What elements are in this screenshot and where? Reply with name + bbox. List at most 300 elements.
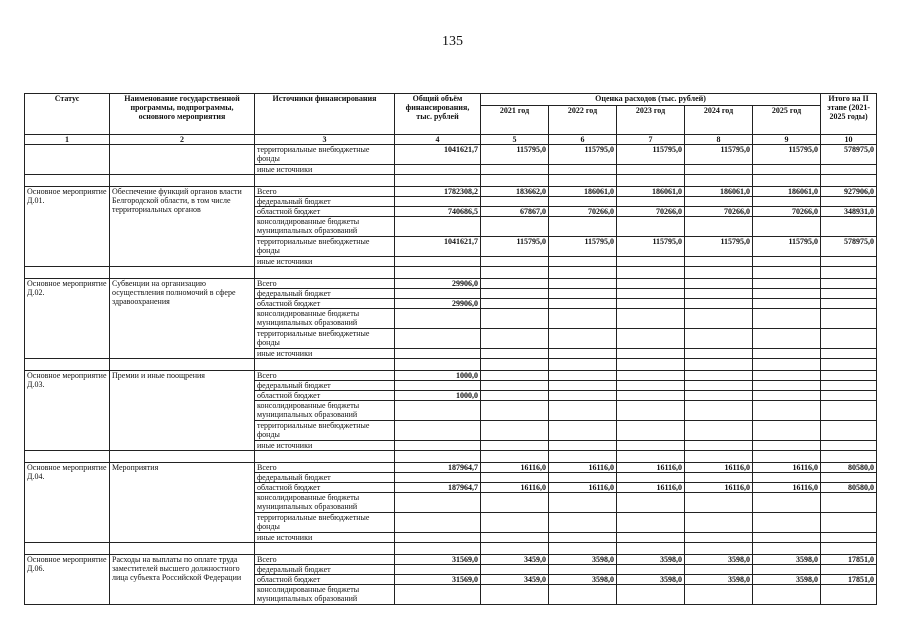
source-cell: Всего	[255, 187, 395, 197]
column-number: 7	[617, 135, 685, 145]
value-cell	[617, 441, 685, 451]
value-cell: 115795,0	[685, 237, 753, 257]
value-cell: 1000,0	[395, 391, 481, 401]
value-cell	[395, 257, 481, 267]
spacer-cell	[110, 267, 255, 279]
value-cell	[549, 533, 617, 543]
value-cell	[753, 513, 821, 533]
source-cell: консолидированные бюджеты муниципальных образований	[255, 217, 395, 237]
value-cell	[821, 585, 877, 605]
value-cell	[753, 533, 821, 543]
spacer-cell	[685, 543, 753, 555]
value-cell: 186061,0	[617, 187, 685, 197]
value-cell	[685, 585, 753, 605]
value-cell	[481, 329, 549, 349]
value-cell	[549, 217, 617, 237]
value-cell	[395, 197, 481, 207]
value-cell	[617, 533, 685, 543]
value-cell: 70266,0	[685, 207, 753, 217]
value-cell: 578975,0	[821, 237, 877, 257]
value-cell	[395, 473, 481, 483]
spacer-cell	[481, 175, 549, 187]
value-cell	[821, 441, 877, 451]
table-row	[25, 555, 877, 565]
spacer-cell	[549, 543, 617, 555]
status-cell: Основное мероприятие Д.02.	[25, 279, 110, 359]
value-cell	[549, 279, 617, 289]
value-cell	[549, 289, 617, 299]
value-cell: 29906,0	[395, 299, 481, 309]
spacer-cell	[395, 267, 481, 279]
value-cell	[685, 473, 753, 483]
spacer-cell	[549, 267, 617, 279]
value-cell	[617, 513, 685, 533]
value-cell	[821, 257, 877, 267]
value-cell	[617, 349, 685, 359]
value-cell: 115795,0	[617, 237, 685, 257]
spacer-cell	[685, 359, 753, 371]
value-cell	[617, 257, 685, 267]
value-cell	[753, 421, 821, 441]
source-cell: федеральный бюджет	[255, 473, 395, 483]
value-cell: 80580,0	[821, 463, 877, 473]
header-status: Статус	[25, 94, 110, 135]
spacer-cell	[255, 267, 395, 279]
value-cell	[481, 513, 549, 533]
spacer-cell	[617, 543, 685, 555]
value-cell	[395, 565, 481, 575]
value-cell: 16116,0	[549, 483, 617, 493]
value-cell: 115795,0	[481, 145, 549, 165]
value-cell	[821, 513, 877, 533]
value-cell	[685, 565, 753, 575]
value-cell: 1041621,7	[395, 145, 481, 165]
spacer-cell	[549, 175, 617, 187]
value-cell: 115795,0	[549, 145, 617, 165]
group-spacer-row	[25, 175, 877, 187]
value-cell	[549, 401, 617, 421]
column-number: 2	[110, 135, 255, 145]
value-cell	[617, 371, 685, 381]
spacer-cell	[685, 451, 753, 463]
value-cell	[549, 299, 617, 309]
value-cell	[821, 197, 877, 207]
name-cell: Субвенции на организацию осуществления полномочий в сфере здравоохранения	[110, 279, 255, 359]
budget-table	[24, 93, 877, 605]
value-cell	[753, 329, 821, 349]
table-row	[25, 279, 877, 289]
value-cell: 3459,0	[481, 575, 549, 585]
value-cell	[481, 493, 549, 513]
spacer-cell	[255, 359, 395, 371]
value-cell	[549, 329, 617, 349]
value-cell	[685, 279, 753, 289]
value-cell: 1041621,7	[395, 237, 481, 257]
value-cell	[481, 565, 549, 575]
spacer-cell	[753, 451, 821, 463]
value-cell	[481, 381, 549, 391]
value-cell: 67867,0	[481, 207, 549, 217]
value-cell	[821, 309, 877, 329]
value-cell	[821, 533, 877, 543]
value-cell	[395, 401, 481, 421]
value-cell	[481, 533, 549, 543]
column-number: 8	[685, 135, 753, 145]
value-cell	[685, 289, 753, 299]
value-cell: 115795,0	[481, 237, 549, 257]
value-cell	[685, 493, 753, 513]
value-cell	[753, 197, 821, 207]
source-cell: областной бюджет	[255, 483, 395, 493]
value-cell	[753, 279, 821, 289]
value-cell	[753, 299, 821, 309]
source-cell: областной бюджет	[255, 391, 395, 401]
source-cell: территориальные внебюджетные фонды	[255, 237, 395, 257]
value-cell	[617, 165, 685, 175]
value-cell	[549, 197, 617, 207]
value-cell	[549, 441, 617, 451]
value-cell	[753, 309, 821, 329]
value-cell: 578975,0	[821, 145, 877, 165]
spacer-cell	[25, 359, 110, 371]
value-cell	[617, 381, 685, 391]
value-cell	[395, 585, 481, 605]
value-cell: 16116,0	[481, 463, 549, 473]
value-cell	[617, 329, 685, 349]
value-cell: 16116,0	[685, 463, 753, 473]
spacer-cell	[753, 175, 821, 187]
spacer-cell	[685, 267, 753, 279]
value-cell: 115795,0	[753, 145, 821, 165]
spacer-cell	[110, 451, 255, 463]
source-cell: федеральный бюджет	[255, 381, 395, 391]
name-cell: Расходы на выплаты по оплате труда заместителей высшего должностного лица субъекта Российской Федерации	[110, 555, 255, 605]
value-cell	[481, 441, 549, 451]
source-cell: консолидированные бюджеты муниципальных образований	[255, 585, 395, 605]
value-cell	[549, 309, 617, 329]
group-spacer-row	[25, 359, 877, 371]
spacer-cell	[25, 267, 110, 279]
value-cell	[685, 421, 753, 441]
spacer-cell	[549, 451, 617, 463]
spacer-cell	[481, 267, 549, 279]
value-cell	[685, 217, 753, 237]
value-cell	[753, 391, 821, 401]
group-spacer-row	[25, 451, 877, 463]
value-cell	[549, 421, 617, 441]
value-cell: 17851,0	[821, 575, 877, 585]
value-cell	[617, 585, 685, 605]
value-cell	[395, 493, 481, 513]
value-cell	[617, 279, 685, 289]
value-cell	[617, 493, 685, 513]
value-cell: 70266,0	[753, 207, 821, 217]
value-cell	[753, 217, 821, 237]
spacer-cell	[821, 543, 877, 555]
value-cell	[685, 309, 753, 329]
value-cell	[617, 309, 685, 329]
value-cell: 1782308,2	[395, 187, 481, 197]
spacer-cell	[481, 451, 549, 463]
table-row	[25, 145, 877, 165]
value-cell	[481, 279, 549, 289]
value-cell: 16116,0	[549, 463, 617, 473]
value-cell	[481, 299, 549, 309]
value-cell	[753, 289, 821, 299]
source-cell: территориальные внебюджетные фонды	[255, 329, 395, 349]
value-cell	[685, 401, 753, 421]
value-cell	[395, 513, 481, 533]
spacer-cell	[617, 451, 685, 463]
value-cell	[753, 473, 821, 483]
header-2024: 2024 год	[685, 106, 753, 135]
value-cell	[617, 473, 685, 483]
value-cell: 17851,0	[821, 555, 877, 565]
source-cell: иные источники	[255, 349, 395, 359]
value-cell: 348931,0	[821, 207, 877, 217]
source-cell: консолидированные бюджеты муниципальных образований	[255, 493, 395, 513]
value-cell	[617, 391, 685, 401]
value-cell: 80580,0	[821, 483, 877, 493]
value-cell: 927906,0	[821, 187, 877, 197]
spacer-cell	[821, 175, 877, 187]
value-cell	[481, 217, 549, 237]
value-cell	[395, 533, 481, 543]
value-cell	[821, 421, 877, 441]
value-cell	[395, 329, 481, 349]
value-cell: 3598,0	[753, 555, 821, 565]
value-cell: 16116,0	[617, 463, 685, 473]
value-cell	[821, 401, 877, 421]
spacer-cell	[25, 451, 110, 463]
column-number: 10	[821, 135, 877, 145]
source-cell: федеральный бюджет	[255, 289, 395, 299]
value-cell	[753, 565, 821, 575]
source-cell: областной бюджет	[255, 575, 395, 585]
value-cell	[549, 585, 617, 605]
source-cell: областной бюджет	[255, 299, 395, 309]
spacer-cell	[255, 175, 395, 187]
value-cell	[549, 391, 617, 401]
value-cell	[481, 401, 549, 421]
value-cell	[549, 565, 617, 575]
value-cell	[821, 391, 877, 401]
value-cell	[753, 493, 821, 513]
value-cell	[685, 371, 753, 381]
spacer-cell	[753, 359, 821, 371]
source-cell: территориальные внебюджетные фонды	[255, 145, 395, 165]
value-cell	[549, 381, 617, 391]
value-cell	[685, 197, 753, 207]
value-cell	[395, 441, 481, 451]
value-cell: 16116,0	[753, 463, 821, 473]
group-spacer-row	[25, 267, 877, 279]
value-cell	[685, 165, 753, 175]
spacer-cell	[395, 175, 481, 187]
value-cell: 3598,0	[753, 575, 821, 585]
header-estimate: Оценка расходов (тыс. рублей)	[481, 94, 821, 106]
status-cell: Основное мероприятие Д.06.	[25, 555, 110, 605]
column-number: 1	[25, 135, 110, 145]
value-cell	[685, 349, 753, 359]
value-cell: 70266,0	[549, 207, 617, 217]
value-cell	[549, 473, 617, 483]
value-cell	[395, 381, 481, 391]
spacer-cell	[395, 543, 481, 555]
value-cell	[549, 165, 617, 175]
value-cell	[821, 473, 877, 483]
value-cell	[481, 309, 549, 329]
value-cell	[753, 349, 821, 359]
value-cell: 115795,0	[753, 237, 821, 257]
value-cell: 3459,0	[481, 555, 549, 565]
value-cell: 183662,0	[481, 187, 549, 197]
value-cell: 186061,0	[753, 187, 821, 197]
value-cell	[821, 493, 877, 513]
spacer-cell	[617, 359, 685, 371]
source-cell: областной бюджет	[255, 207, 395, 217]
spacer-cell	[110, 543, 255, 555]
value-cell	[821, 279, 877, 289]
value-cell	[685, 533, 753, 543]
value-cell	[753, 381, 821, 391]
value-cell	[481, 371, 549, 381]
value-cell	[481, 289, 549, 299]
header-source: Источники финансирования	[255, 94, 395, 135]
value-cell	[821, 329, 877, 349]
value-cell	[481, 421, 549, 441]
value-cell: 29906,0	[395, 279, 481, 289]
value-cell: 186061,0	[685, 187, 753, 197]
value-cell	[395, 421, 481, 441]
source-cell: иные источники	[255, 441, 395, 451]
header-2022: 2022 год	[549, 106, 617, 135]
spacer-cell	[753, 543, 821, 555]
value-cell: 1000,0	[395, 371, 481, 381]
spacer-cell	[821, 359, 877, 371]
value-cell: 187964,7	[395, 463, 481, 473]
header-name: Наименование государственной программы, подпрограммы, основного мероприятия	[110, 94, 255, 135]
spacer-cell	[395, 359, 481, 371]
source-cell: Всего	[255, 371, 395, 381]
spacer-cell	[110, 175, 255, 187]
value-cell	[395, 289, 481, 299]
value-cell: 31569,0	[395, 555, 481, 565]
value-cell	[753, 371, 821, 381]
column-number: 5	[481, 135, 549, 145]
column-number: 4	[395, 135, 481, 145]
value-cell	[395, 349, 481, 359]
source-cell: иные источники	[255, 257, 395, 267]
value-cell: 115795,0	[685, 145, 753, 165]
header-2021: 2021 год	[481, 106, 549, 135]
value-cell	[753, 165, 821, 175]
value-cell	[821, 289, 877, 299]
source-cell: федеральный бюджет	[255, 565, 395, 575]
value-cell	[685, 257, 753, 267]
value-cell	[753, 441, 821, 451]
spacer-cell	[481, 543, 549, 555]
value-cell: 16116,0	[617, 483, 685, 493]
spacer-cell	[395, 451, 481, 463]
value-cell: 16116,0	[753, 483, 821, 493]
value-cell	[753, 585, 821, 605]
spacer-cell	[549, 359, 617, 371]
value-cell	[753, 401, 821, 421]
value-cell	[481, 257, 549, 267]
table-row	[25, 463, 877, 473]
spacer-cell	[481, 359, 549, 371]
value-cell	[549, 371, 617, 381]
spacer-cell	[255, 543, 395, 555]
value-cell: 740686,5	[395, 207, 481, 217]
value-cell	[549, 493, 617, 513]
value-cell: 3598,0	[617, 555, 685, 565]
value-cell	[685, 381, 753, 391]
spacer-cell	[685, 175, 753, 187]
value-cell	[395, 309, 481, 329]
value-cell	[395, 165, 481, 175]
value-cell	[685, 299, 753, 309]
value-cell	[549, 257, 617, 267]
value-cell: 3598,0	[685, 555, 753, 565]
spacer-cell	[617, 175, 685, 187]
name-cell: Обеспечение функций органов власти Белгородской области, в том числе территориальных органов	[110, 187, 255, 267]
value-cell: 16116,0	[481, 483, 549, 493]
column-number: 3	[255, 135, 395, 145]
source-cell: Всего	[255, 555, 395, 565]
value-cell	[821, 217, 877, 237]
value-cell: 3598,0	[549, 555, 617, 565]
value-cell	[481, 165, 549, 175]
value-cell	[821, 565, 877, 575]
source-cell: федеральный бюджет	[255, 197, 395, 207]
value-cell	[481, 197, 549, 207]
value-cell	[617, 421, 685, 441]
value-cell	[617, 299, 685, 309]
value-cell	[481, 391, 549, 401]
spacer-cell	[753, 267, 821, 279]
value-cell	[481, 349, 549, 359]
value-cell	[481, 473, 549, 483]
value-cell	[617, 197, 685, 207]
source-cell: территориальные внебюджетные фонды	[255, 513, 395, 533]
value-cell: 186061,0	[549, 187, 617, 197]
value-cell	[821, 381, 877, 391]
value-cell: 70266,0	[617, 207, 685, 217]
value-cell	[481, 585, 549, 605]
header-total: Общий объём финансирования, тыс. рублей	[395, 94, 481, 135]
column-number: 9	[753, 135, 821, 145]
spacer-cell	[617, 267, 685, 279]
status-cell: Основное мероприятие Д.01.	[25, 187, 110, 267]
spacer-cell	[110, 359, 255, 371]
value-cell: 115795,0	[549, 237, 617, 257]
header-itogo: Итого на II этапе (2021-2025 годы)	[821, 94, 877, 135]
column-number: 6	[549, 135, 617, 145]
column-numbers-row	[25, 135, 877, 145]
group-spacer-row	[25, 543, 877, 555]
value-cell	[821, 349, 877, 359]
source-cell: территориальные внебюджетные фонды	[255, 421, 395, 441]
source-cell: Всего	[255, 279, 395, 289]
spacer-cell	[25, 175, 110, 187]
value-cell	[685, 391, 753, 401]
name-cell	[110, 145, 255, 175]
spacer-cell	[255, 451, 395, 463]
page-number: 135	[442, 34, 463, 49]
value-cell: 187964,7	[395, 483, 481, 493]
